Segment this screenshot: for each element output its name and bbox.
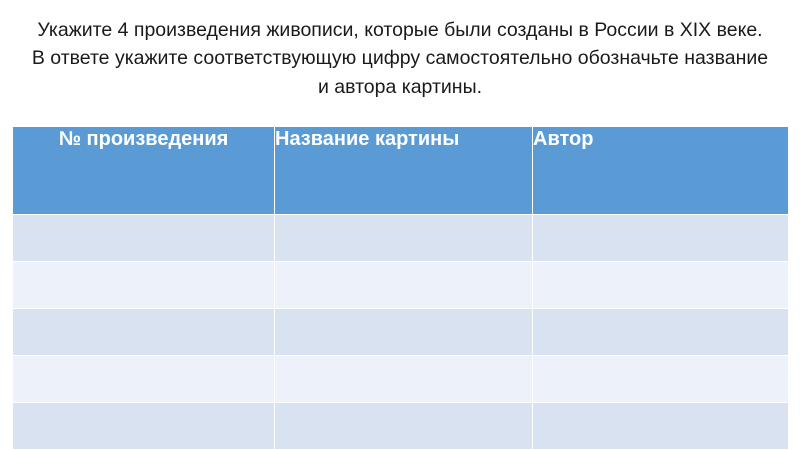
header-row: [13, 127, 789, 215]
table-row: [13, 262, 789, 309]
cell-number[interactable]: [13, 403, 275, 450]
cell-number-text: [13, 356, 274, 363]
cell-author[interactable]: [533, 356, 789, 403]
table-row: [13, 215, 789, 262]
cell-author[interactable]: [533, 309, 789, 356]
cell-title[interactable]: [275, 262, 533, 309]
answer-table-container: [12, 126, 788, 450]
cell-number-text: [13, 215, 274, 222]
task-prompt: Укажите 4 произведения живописи, которые были созданы в России в XIX веке. В ответе укажите соответствующую цифру самостоятельно обозначьте название и автора картины.: [31, 19, 769, 98]
table-row: [13, 309, 789, 356]
answer-table: [12, 126, 789, 450]
column-header-number: № произведения: [13, 127, 275, 215]
cell-author-text: [533, 403, 788, 410]
table-header: [13, 127, 789, 215]
cell-title[interactable]: [275, 309, 533, 356]
table-body: [13, 215, 789, 450]
cell-number-text: [13, 403, 274, 410]
cell-author-text: [533, 309, 788, 316]
cell-number[interactable]: [13, 262, 275, 309]
table-row: [13, 356, 789, 403]
cell-title[interactable]: [275, 356, 533, 403]
cell-title[interactable]: [275, 215, 533, 262]
cell-author-text: [533, 262, 788, 269]
table-row: [13, 403, 789, 450]
cell-title[interactable]: [275, 403, 533, 450]
cell-author[interactable]: [533, 262, 789, 309]
cell-author-text: [533, 215, 788, 222]
cell-title-text: [275, 403, 532, 410]
cell-author-text: [533, 356, 788, 363]
cell-number[interactable]: [13, 309, 275, 356]
cell-author[interactable]: [533, 403, 789, 450]
column-header-author: Автор: [533, 127, 789, 215]
cell-author[interactable]: [533, 215, 789, 262]
cell-number-text: [13, 262, 274, 269]
cell-number[interactable]: [13, 215, 275, 262]
cell-title-text: [275, 356, 532, 363]
cell-title-text: [275, 262, 532, 269]
column-header-title: Название картины: [275, 127, 533, 215]
cell-title-text: [275, 309, 532, 316]
cell-number[interactable]: [13, 356, 275, 403]
cell-number-text: [13, 309, 274, 316]
cell-title-text: [275, 215, 532, 222]
